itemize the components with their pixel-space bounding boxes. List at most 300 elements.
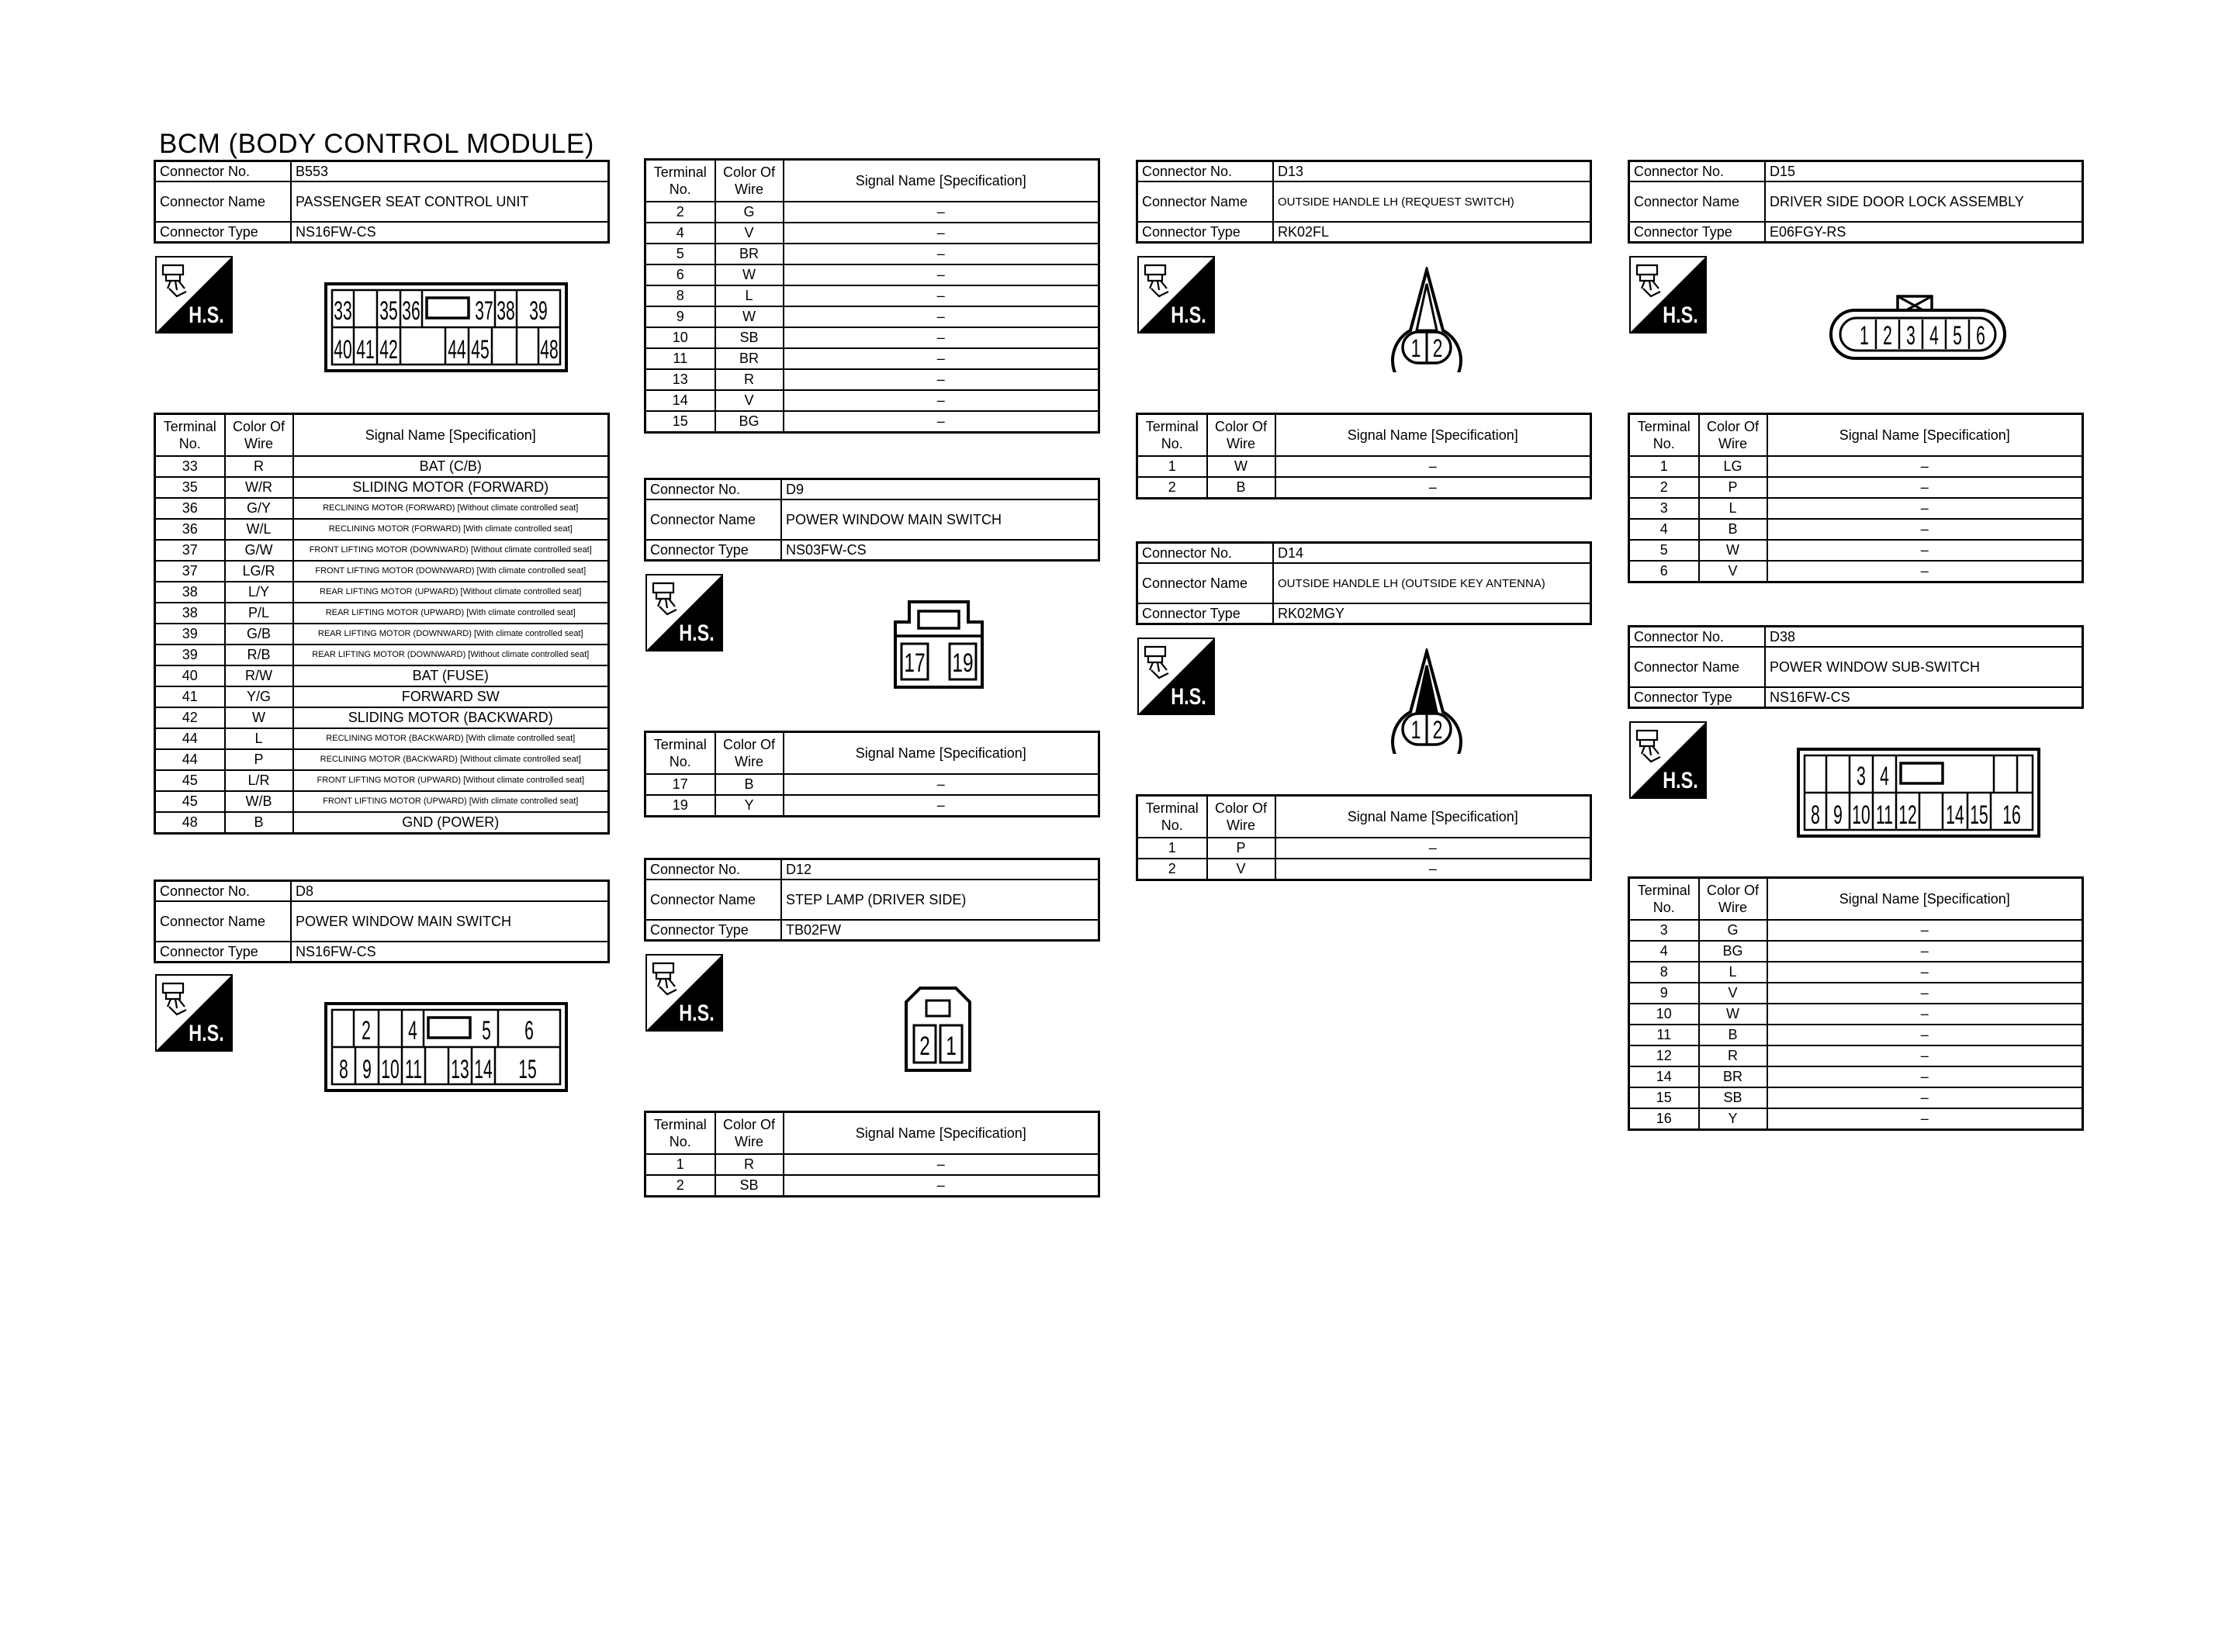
signal-name: – (1767, 920, 2083, 941)
terminal-no: 37 (155, 561, 225, 582)
wire-color: B (225, 812, 293, 834)
wire-color: B (1699, 1025, 1767, 1045)
connector-type-label: Connector Type (1137, 603, 1274, 624)
color-of-wire-header: Color Of Wire (715, 732, 784, 775)
wire-color: L (1699, 498, 1767, 519)
signal-name: – (1275, 456, 1591, 477)
table-row (1629, 1004, 2083, 1025)
connector-name-label: Connector Name (155, 181, 292, 222)
pin-label: 48 (540, 334, 559, 365)
table-row (1629, 1066, 2083, 1087)
pin-label: 1 (1860, 320, 1869, 351)
terminal-no: 45 (155, 791, 225, 812)
signal-name-header: Signal Name [Specification] (784, 160, 1099, 202)
table-row (155, 477, 609, 498)
signal-name: – (1275, 859, 1591, 880)
table-row (1629, 941, 2083, 962)
wire-color: V (715, 390, 784, 411)
table-header-row (1137, 414, 1591, 457)
wire-color: P (1207, 838, 1275, 859)
signal-name: – (784, 285, 1099, 306)
connector-type-value: E06FGY-RS (1765, 222, 2083, 243)
table-row (645, 327, 1099, 348)
connector-no-value: B553 (291, 161, 609, 182)
wire-color: R/B (225, 645, 293, 665)
wire-color: W (715, 306, 784, 327)
pin-label: 17 (904, 648, 926, 679)
signal-name: – (784, 411, 1099, 433)
pin-label: 15 (518, 1053, 537, 1084)
table-row (1137, 859, 1591, 880)
pin-label: 5 (1953, 320, 1962, 351)
signal-name: – (784, 348, 1099, 369)
harness-side-icon (155, 256, 233, 334)
pin-label: 40 (334, 334, 352, 365)
wire-color: W/B (225, 791, 293, 812)
signal-name: – (1767, 1004, 2083, 1025)
connector-type-label: Connector Type (155, 222, 292, 243)
terminal-no: 6 (645, 264, 715, 285)
pin-label: 41 (356, 334, 375, 365)
signal-name: – (1767, 519, 2083, 540)
terminal-no: 39 (155, 645, 225, 665)
table-row (1137, 477, 1591, 499)
harness-side-icon (1629, 256, 1707, 334)
connector-no-label: Connector No. (1137, 543, 1274, 564)
connector-header-d15 (1628, 160, 2084, 244)
terminal-no: 48 (155, 812, 225, 834)
connector-face-d8 (324, 1002, 568, 1092)
terminal-no: 3 (1629, 498, 1699, 519)
wire-color: BR (1699, 1066, 1767, 1087)
wire-color: V (1207, 859, 1275, 880)
connector-no-label: Connector No. (155, 881, 292, 902)
pin-label: 8 (1811, 799, 1820, 830)
terminal-no: 2 (1137, 477, 1207, 499)
terminal-no: 2 (645, 202, 715, 223)
pin-label: 5 (482, 1014, 491, 1045)
connector-no-value: D12 (781, 859, 1099, 880)
pin-label: 11 (1876, 799, 1893, 830)
table-row (1629, 561, 2083, 582)
table-row (1629, 920, 2083, 941)
wire-color: W (1699, 540, 1767, 561)
table-row (1629, 540, 2083, 561)
wire-color: G (715, 202, 784, 223)
connector-no-label: Connector No. (1629, 161, 1766, 182)
wire-color: W/L (225, 519, 293, 540)
pin-label: 9 (1833, 799, 1843, 830)
table-row (155, 624, 609, 645)
signal-name: – (1767, 962, 2083, 983)
signal-name-header: Signal Name [Specification] (1767, 414, 2083, 457)
connector-type-value: NS03FW-CS (781, 540, 1099, 561)
pin-label: 10 (381, 1053, 400, 1084)
connector-name-label: Connector Name (1629, 181, 1766, 222)
signal-name: – (784, 202, 1099, 223)
terminal-no-header: Terminal No. (645, 732, 715, 775)
signal-name: – (1767, 477, 2083, 498)
connector-type-label: Connector Type (1629, 222, 1766, 243)
pin-label: 2 (919, 1032, 930, 1062)
signal-name: – (1767, 1066, 2083, 1087)
terminal-no: 33 (155, 456, 225, 477)
signal-name: FRONT LIFTING MOTOR (UPWARD) [Without climate controlled seat] (293, 770, 609, 791)
terminal-no: 41 (155, 686, 225, 707)
harness-side-icon (645, 954, 723, 1032)
signal-name: – (1767, 983, 2083, 1004)
harness-side-icon (645, 574, 723, 651)
terminal-no-header: Terminal No. (1629, 878, 1699, 921)
signal-name-header: Signal Name [Specification] (293, 414, 609, 457)
signal-name: SLIDING MOTOR (FORWARD) (293, 477, 609, 498)
wire-color: L (1699, 962, 1767, 983)
signal-name: REAR LIFTING MOTOR (UPWARD) [Without climate controlled seat] (293, 582, 609, 603)
signal-name: SLIDING MOTOR (BACKWARD) (293, 707, 609, 728)
pin-label: 39 (529, 295, 548, 326)
table-row (645, 390, 1099, 411)
wire-color: SB (1699, 1087, 1767, 1108)
table-row (645, 306, 1099, 327)
color-of-wire-header: Color Of Wire (225, 414, 293, 457)
terminal-no: 14 (1629, 1066, 1699, 1087)
table-row (645, 285, 1099, 306)
terminal-no: 1 (645, 1154, 715, 1175)
wire-color: L (715, 285, 784, 306)
signal-name: – (1767, 1045, 2083, 1066)
terminal-no: 10 (645, 327, 715, 348)
connector-face-d9 (892, 600, 985, 690)
pin-label: 4 (408, 1014, 417, 1045)
table-row (1629, 456, 2083, 477)
signal-name: – (784, 774, 1099, 795)
connector-type-label: Connector Type (1137, 222, 1274, 243)
terminal-no: 19 (645, 795, 715, 817)
terminal-no: 38 (155, 582, 225, 603)
hs-label: H.S. (679, 1000, 715, 1026)
wire-color: R/W (225, 665, 293, 686)
wire-color: LG/R (225, 561, 293, 582)
wire-color: P (225, 749, 293, 770)
table-row (155, 603, 609, 624)
pin-label: 3 (1906, 320, 1915, 351)
signal-name: – (784, 244, 1099, 264)
signal-name: – (784, 223, 1099, 244)
terminal-no-header: Terminal No. (155, 414, 225, 457)
terminal-no: 5 (645, 244, 715, 264)
table-row (645, 1175, 1099, 1197)
terminal-no: 12 (1629, 1045, 1699, 1066)
pin-label: 4 (1880, 760, 1889, 791)
connector-no-value: D14 (1273, 543, 1591, 564)
terminal-no: 16 (1629, 1108, 1699, 1130)
connector-no-value: D15 (1765, 161, 2083, 182)
signal-name: FRONT LIFTING MOTOR (DOWNWARD) [Without climate controlled seat] (293, 540, 609, 561)
table-row (155, 561, 609, 582)
table-row (1629, 1087, 2083, 1108)
connector-type-label: Connector Type (155, 942, 292, 963)
pin-label: 1 (1410, 716, 1421, 744)
terminal-no: 1 (1629, 456, 1699, 477)
terminal-no: 42 (155, 707, 225, 728)
terminal-table-d38 (1628, 876, 2084, 1131)
connector-name-value: DRIVER SIDE DOOR LOCK ASSEMBLY (1765, 181, 2083, 222)
terminal-no: 17 (645, 774, 715, 795)
pin-label: 14 (1946, 799, 1964, 830)
wire-color: V (1699, 561, 1767, 582)
table-row (645, 264, 1099, 285)
signal-name: – (1767, 1087, 2083, 1108)
table-row (155, 456, 609, 477)
table-row (155, 540, 609, 561)
terminal-no: 15 (1629, 1087, 1699, 1108)
harness-side-icon (1629, 721, 1707, 799)
connector-face-d12 (903, 987, 973, 1073)
table-row (155, 707, 609, 728)
terminal-no: 14 (645, 390, 715, 411)
connector-type-value: RK02FL (1273, 222, 1591, 243)
pin-label: 1 (946, 1032, 957, 1062)
pin-label: 33 (334, 295, 352, 326)
terminal-no: 5 (1629, 540, 1699, 561)
terminal-table-d13 (1136, 413, 1592, 499)
signal-name-header: Signal Name [Specification] (1275, 414, 1591, 457)
signal-name: FORWARD SW (293, 686, 609, 707)
table-row (645, 202, 1099, 223)
wire-color: G/W (225, 540, 293, 561)
hs-label: H.S. (679, 620, 715, 646)
table-row (1629, 1045, 2083, 1066)
table-row (645, 411, 1099, 433)
terminal-table-d8 (644, 158, 1100, 434)
signal-name: – (1767, 540, 2083, 561)
terminal-no: 1 (1137, 838, 1207, 859)
harness-side-icon (155, 974, 233, 1052)
wire-color: BG (1699, 941, 1767, 962)
connector-header-d9 (644, 478, 1100, 562)
pin-label: 15 (1970, 799, 1988, 830)
terminal-no: 40 (155, 665, 225, 686)
connector-name-value: POWER WINDOW MAIN SWITCH (291, 901, 609, 942)
signal-name: – (784, 327, 1099, 348)
hs-label: H.S. (1171, 302, 1206, 328)
table-row (645, 1154, 1099, 1175)
table-row (1137, 456, 1591, 477)
terminal-no: 9 (645, 306, 715, 327)
signal-name: GND (POWER) (293, 812, 609, 834)
pin-label: 42 (379, 334, 398, 365)
signal-name: REAR LIFTING MOTOR (UPWARD) [With climate controlled seat] (293, 603, 609, 624)
connector-type-value: RK02MGY (1273, 603, 1591, 624)
wire-color: R (715, 369, 784, 390)
terminal-no-header: Terminal No. (1137, 414, 1207, 457)
wire-color: W/R (225, 477, 293, 498)
signal-name-header: Signal Name [Specification] (784, 732, 1099, 775)
connector-name-value: POWER WINDOW SUB-SWITCH (1765, 647, 2083, 687)
wire-color: R (1699, 1045, 1767, 1066)
terminal-no: 2 (1629, 477, 1699, 498)
signal-name: – (1767, 941, 2083, 962)
table-row (155, 582, 609, 603)
connector-header-d8 (154, 880, 610, 963)
connector-face-d13 (1386, 267, 1468, 372)
table-header-row (645, 732, 1099, 775)
pin-label: 9 (362, 1053, 372, 1084)
signal-name: REAR LIFTING MOTOR (DOWNWARD) [Without climate controlled seat] (293, 645, 609, 665)
connector-type-value: NS16FW-CS (291, 942, 609, 963)
pin-label: 8 (339, 1053, 348, 1084)
terminal-table-d15 (1628, 413, 2084, 583)
wire-color: G/Y (225, 498, 293, 519)
terminal-no: 44 (155, 749, 225, 770)
signal-name: REAR LIFTING MOTOR (DOWNWARD) [With climate controlled seat] (293, 624, 609, 645)
table-header-row (1137, 796, 1591, 838)
table-row (155, 791, 609, 812)
terminal-no: 39 (155, 624, 225, 645)
pin-label: 2 (362, 1014, 371, 1045)
pin-grid (1805, 755, 2033, 830)
signal-name: BAT (FUSE) (293, 665, 609, 686)
table-row (1629, 983, 2083, 1004)
harness-side-icon (1137, 638, 1215, 715)
table-row (645, 795, 1099, 817)
connector-name-label: Connector Name (645, 880, 782, 920)
signal-name: – (1767, 561, 2083, 582)
connector-no-label: Connector No. (1137, 161, 1274, 182)
terminal-no: 4 (645, 223, 715, 244)
pin-label: 11 (405, 1053, 422, 1084)
pin-grid (332, 290, 560, 365)
terminal-no: 35 (155, 477, 225, 498)
signal-name: RECLINING MOTOR (BACKWARD) [Without climate controlled seat] (293, 749, 609, 770)
pin-label: 1 (1410, 334, 1421, 362)
wire-color: R (225, 456, 293, 477)
terminal-table-b553 (154, 413, 610, 835)
table-row (645, 774, 1099, 795)
pin-label: 3 (1857, 760, 1866, 791)
connector-face-d38 (1797, 748, 2040, 838)
table-row (1629, 962, 2083, 983)
pin-label: 6 (524, 1014, 534, 1045)
connector-type-label: Connector Type (1629, 687, 1766, 708)
connector-header-d38 (1628, 625, 2084, 709)
wire-color: W (225, 707, 293, 728)
wire-color: V (1699, 983, 1767, 1004)
table-row (155, 645, 609, 665)
terminal-no: 44 (155, 728, 225, 749)
color-of-wire-header: Color Of Wire (1699, 878, 1767, 921)
table-row (1629, 477, 2083, 498)
wire-color: G (1699, 920, 1767, 941)
pin-label: 4 (1929, 320, 1939, 351)
table-header-row (155, 414, 609, 457)
pin-label: 16 (2002, 799, 2021, 830)
connector-no-label: Connector No. (645, 479, 782, 500)
wire-color: G/B (225, 624, 293, 645)
connector-header-d13 (1136, 160, 1592, 244)
terminal-no-header: Terminal No. (1137, 796, 1207, 838)
signal-name-header: Signal Name [Specification] (1275, 796, 1591, 838)
pin-label: 19 (952, 648, 974, 679)
wire-color: L (225, 728, 293, 749)
table-row (645, 348, 1099, 369)
wire-color: W (1699, 1004, 1767, 1025)
table-row (1629, 1025, 2083, 1045)
signal-name: – (784, 795, 1099, 817)
color-of-wire-header: Color Of Wire (715, 160, 784, 202)
connector-no-value: D13 (1273, 161, 1591, 182)
table-header-row (645, 160, 1099, 202)
harness-side-icon (1137, 256, 1215, 334)
color-of-wire-header: Color Of Wire (715, 1112, 784, 1155)
table-row (155, 519, 609, 540)
connector-name-label: Connector Name (1137, 563, 1274, 603)
connector-no-value: D8 (291, 881, 609, 902)
hs-label: H.S. (1663, 302, 1698, 328)
terminal-no: 6 (1629, 561, 1699, 582)
signal-name: – (1767, 1025, 2083, 1045)
signal-name: FRONT LIFTING MOTOR (DOWNWARD) [With climate controlled seat] (293, 561, 609, 582)
wire-color: LG (1699, 456, 1767, 477)
signal-name: RECLINING MOTOR (BACKWARD) [With climate controlled seat] (293, 728, 609, 749)
terminal-no: 2 (645, 1175, 715, 1197)
connector-name-label: Connector Name (1137, 181, 1274, 222)
color-of-wire-header: Color Of Wire (1207, 414, 1275, 457)
wire-color: W (715, 264, 784, 285)
signal-name: BAT (C/B) (293, 456, 609, 477)
signal-name: – (784, 1154, 1099, 1175)
connector-name-value: STEP LAMP (DRIVER SIDE) (781, 880, 1099, 920)
pin-grid (332, 1010, 560, 1084)
table-row (155, 770, 609, 791)
terminal-table-d14 (1136, 794, 1592, 881)
terminal-no: 4 (1629, 941, 1699, 962)
terminal-table-d9 (644, 731, 1100, 817)
table-row (155, 749, 609, 770)
table-row (155, 498, 609, 519)
table-header-row (1629, 414, 2083, 457)
terminal-no: 3 (1629, 920, 1699, 941)
wire-color: Y/G (225, 686, 293, 707)
connector-type-value: NS16FW-CS (1765, 687, 2083, 708)
connector-no-value: D9 (781, 479, 1099, 500)
table-row (155, 812, 609, 834)
connector-header-d12 (644, 858, 1100, 942)
signal-name: – (1275, 838, 1591, 859)
table-row (155, 686, 609, 707)
page-title: BCM (BODY CONTROL MODULE) (159, 129, 594, 159)
terminal-no: 36 (155, 519, 225, 540)
signal-name: – (1767, 1108, 2083, 1130)
terminal-no: 45 (155, 770, 225, 791)
wire-color: L/Y (225, 582, 293, 603)
color-of-wire-header: Color Of Wire (1699, 414, 1767, 457)
connector-type-value: TB02FW (781, 920, 1099, 941)
signal-name: FRONT LIFTING MOTOR (UPWARD) [With climate controlled seat] (293, 791, 609, 812)
signal-name: – (784, 1175, 1099, 1197)
signal-name: – (1767, 498, 2083, 519)
connector-name-value: POWER WINDOW MAIN SWITCH (781, 499, 1099, 540)
connector-name-value: OUTSIDE HANDLE LH (REQUEST SWITCH) (1273, 181, 1591, 222)
table-row (1629, 1108, 2083, 1130)
table-header-row (645, 1112, 1099, 1155)
signal-name: – (784, 306, 1099, 327)
terminal-no: 37 (155, 540, 225, 561)
signal-name: – (784, 264, 1099, 285)
wire-color: SB (715, 327, 784, 348)
table-row (155, 665, 609, 686)
color-of-wire-header: Color Of Wire (1207, 796, 1275, 838)
